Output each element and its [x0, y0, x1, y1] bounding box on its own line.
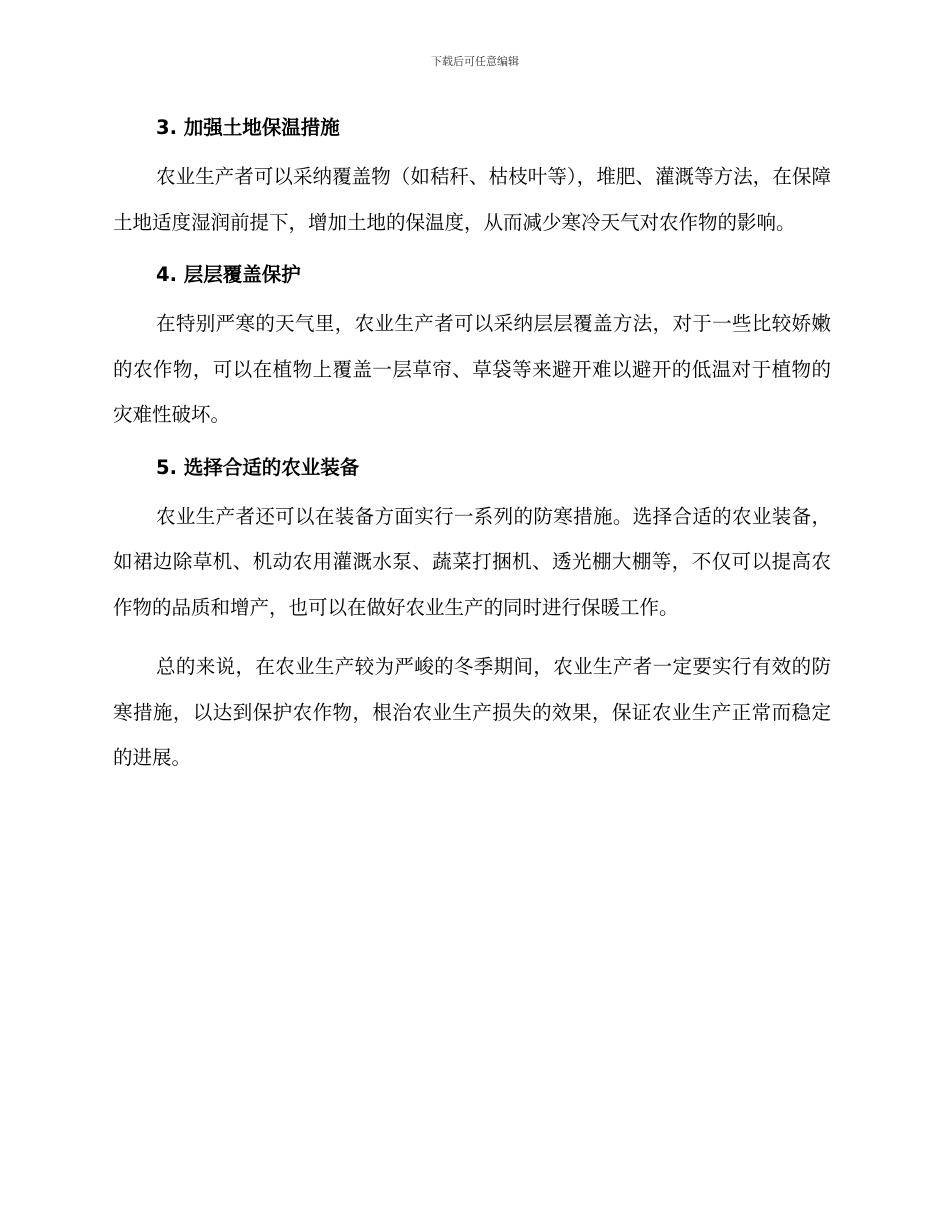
section-paragraph-3: 农业生产者可以采纳覆盖物（如秸秆、枯枝叶等），堆肥、灌溉等方法，在保障土地适度湿润前提下，增加土地的保温度，从而减少寒冷天气对农作物的影响。 [113, 165, 831, 234]
section-heading-5: 5. 选择合适的农业装备 [156, 455, 360, 479]
section-paragraph-4: 在特别严寒的天气里，农业生产者可以采纳层层覆盖方法，对于一些比较娇嫩的农作物，可以在植物上覆盖一层草帘、草袋等来避开难以避开的低温对于植物的灾难性破坏。 [113, 312, 831, 426]
section-paragraph-5: 农业生产者还可以在装备方面实行一系列的防寒措施。选择合适的农业装备，如裙边除草机、机动农用灌溉水泵、蔬菜打捆机、透光棚大棚等，不仅可以提高农作物的品质和增产，也可以在做好农业生产的同时进行保暖工作。 [113, 504, 831, 619]
page-header: 下载后可任意编辑 [431, 55, 519, 68]
section-heading-4: 4. 层层覆盖保护 [156, 263, 301, 286]
conclusion-paragraph: 总的来说，在农业生产较为严峻的冬季期间，农业生产者一定要实行有效的防寒措施，以达到保护农作物，根治农业生产损失的效果，保证农业生产正常而稳定的进展。 [113, 655, 831, 769]
section-heading-3: 3. 加强土地保温措施 [156, 116, 340, 139]
document-body [113, 112, 831, 781]
